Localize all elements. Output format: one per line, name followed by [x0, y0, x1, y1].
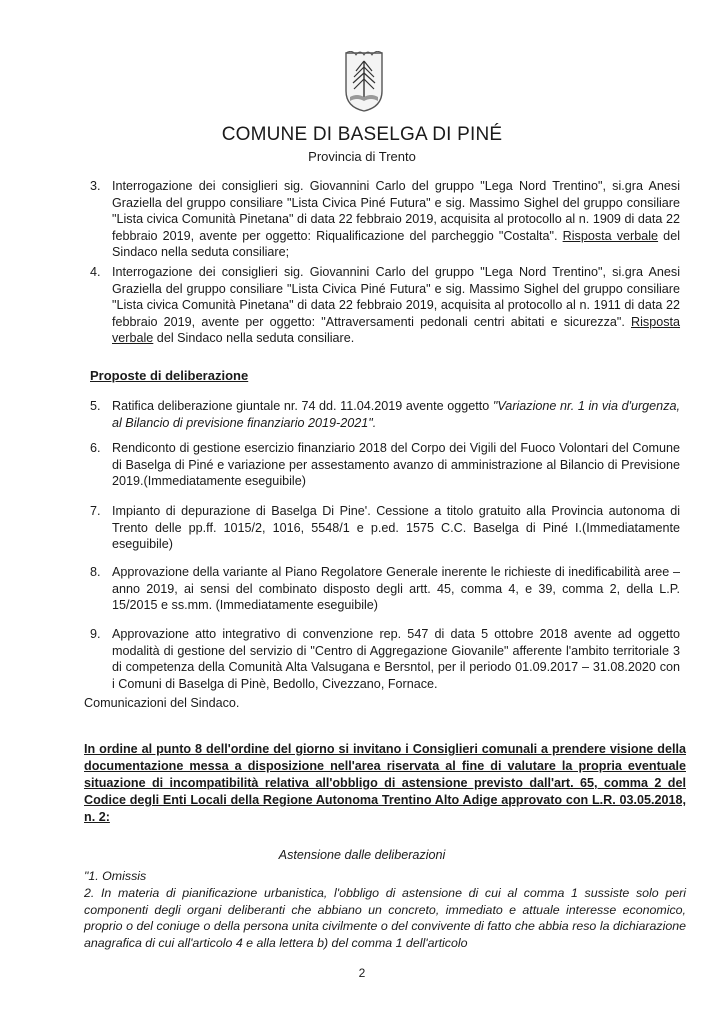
- item-text: Interrogazione dei consiglieri sig. Giovannini Carlo del gruppo "Lega Nord Trentino", si.gra Anesi Graziella del gruppo consiliare "Lista Civica Piné Futura" e sig. Massimo Sighel del gruppo consiliare "Lista civica Comunità Pinetana" di data 22 febbraio 2019, acquisita al protocollo al n. 1911 di data 22 febbraio 2019, avente per oggetto: "Attraversamenti pedonali centri abitati e sicurezza". Risposta verbale del Sindaco nella seduta consiliare.: [112, 265, 681, 346]
- coat-of-arms-icon: [344, 51, 384, 113]
- item-text: Interrogazione dei consiglieri sig. Giovannini Carlo del gruppo "Lega Nord Trentino", si.gra Anesi Graziella del gruppo consiliare "Lista Civica Piné Futura" e sig. Massimo Sighel del gruppo consiliare "Lista civica Comunità Pinetana" di data 22 febbraio 2019, acquisita al protocollo al n. 1909 di data 22 febbraio 2019, avente per oggetto: Riqualificazione del parcheggio "Costalta". Risposta verbale del Sindaco nella seduta consiliare;: [112, 179, 680, 260]
- agenda-item-7: [90, 503, 680, 553]
- page-subtitle: Provincia di Trento: [308, 149, 416, 164]
- item-text: Rendiconto di gestione esercizio finanziario 2018 del Corpo dei Vigili del Fuoco Volontari del Comune di Baselga di Piné e variazione per assestamento avanzo di amministrazione al Bilancio di Previsione 2019.(Immediatamente eseguibile): [112, 441, 680, 489]
- item-text: Approvazione della variante al Piano Regolatore Generale inerente le richieste di inedificabilità aree – anno 2019, ai sensi del combinato disposto degli artt. 45, comma 4, e 39, comma 2, della L.P. 15/2015 e ss.mm. (Immediatamente eseguibile): [112, 565, 680, 613]
- quote-line: 2. In materia di pianificazione urbanistica, l'obbligo di astensione di cui al comma 1 sussiste solo peri componenti degli organi deliberanti che abbiano un concreto, immediato e attuale interesse economico, proprio o del coniuge o della persona unita civilmente o del convivente di fatto che abbia reso la dichiarazione anagrafica di cui all'articolo 4 e alla lettera b) del comma 1 dell'articolo: [84, 885, 686, 951]
- page-number: 2: [358, 966, 366, 980]
- agenda-item-4: [90, 264, 680, 347]
- item-number: 5.: [90, 399, 101, 413]
- quote-line: "1. Omissis: [84, 869, 147, 883]
- response-label: Risposta verbale: [562, 228, 659, 243]
- item-number: 9.: [90, 627, 101, 641]
- page-title: COMUNE DI BASELGA DI PINÉ: [221, 124, 503, 145]
- agenda-item-9: [90, 626, 680, 692]
- agenda-item-5: [90, 398, 680, 431]
- agenda-item-8: [90, 564, 680, 614]
- item-number: 6.: [90, 441, 101, 455]
- incompatibility-notice: In ordine al punto 8 dell'ordine del giorno si invitano i Consiglieri comunali a prendere visione della documentazione messa a disposizione nell'area riservata al fine di valutare la propria eventuale situazione di incompatibilità relativa all'obbligo di astensione previsto dall'art. 65, comma 2 del Codice degli Enti Locali della Regione Autonoma Trentino Alto Adige approvato con L.R. 03.05.2018, n. 2:: [84, 742, 686, 824]
- communications-note: Comunicazioni del Sindaco.: [84, 696, 240, 710]
- item-number: 8.: [90, 565, 101, 579]
- item-number: 4.: [90, 265, 101, 279]
- item-text: Ratifica deliberazione giuntale nr. 74 dd. 11.04.2019 avente oggetto "Variazione nr. 1 in via d'urgenza, al Bilancio di previsione finanziario 2019-2021".: [112, 399, 680, 430]
- item-number: 7.: [90, 504, 101, 518]
- response-label: Risposta verbale: [112, 314, 681, 346]
- item-text: Impianto di depurazione di Baselga Di Pine'. Cessione a titolo gratuito alla Provincia autonoma di Trento delle pp.ff. 1015/2, 1016, 5548/1 e p.ed. 1575 C.C. Baselga di Piné I.(Immediatamente eseguibile): [112, 504, 680, 552]
- section-heading: Proposte di deliberazione: [90, 368, 249, 383]
- quote-title: Astensione dalle deliberazioni: [278, 848, 446, 862]
- agenda-item-6: [90, 440, 680, 490]
- agenda-item-3: [90, 178, 680, 261]
- item-text: Approvazione atto integrativo di convenzione rep. 547 di data 5 ottobre 2018 avente ad oggetto modalità di gestione del servizio di "Centro di Aggregazione Giovanile" afferente l'ambito territoriale 3 di competenza della Comunità Alta Valsugana e Bersntol, per il periodo 01.09.2017 – 31.08.2020 con i Comuni di Baselga di Pinè, Bedollo, Civezzano, Fornace.: [112, 627, 680, 691]
- item-number: 3.: [90, 179, 101, 193]
- quoted-law-text: [84, 868, 686, 952]
